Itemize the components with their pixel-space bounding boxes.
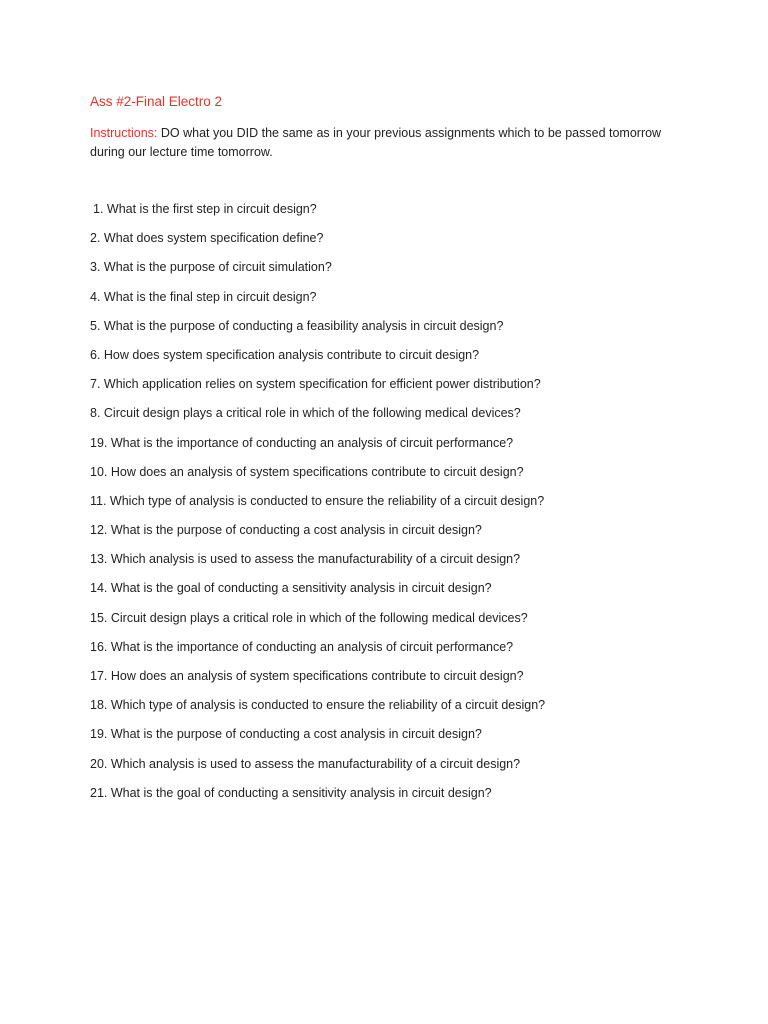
question-item: 14. What is the goal of conducting a sensitivity analysis in circuit design?: [90, 581, 492, 596]
instructions-label: Instructions:: [90, 126, 158, 140]
question-item: 19. What is the importance of conducting an analysis of circuit performance?: [90, 435, 514, 450]
document-title: Ass #2-Final Electro 2: [90, 94, 223, 109]
question-item: 5. What is the purpose of conducting a feasibility analysis in circuit design?: [90, 318, 504, 333]
question-item: 2. What does system specification define?: [90, 231, 324, 246]
question-item: 15. Circuit design plays a critical role in which of the following medical devices?: [90, 610, 528, 625]
question-item: 16. What is the importance of conducting an analysis of circuit performance?: [90, 639, 514, 654]
question-item: 17. How does an analysis of system specifications contribute to circuit design?: [90, 669, 524, 683]
question-item: 21. What is the goal of conducting a sensitivity analysis in circuit design?: [90, 785, 492, 800]
question-item: 13. Which analysis is used to assess the manufacturability of a circuit design?: [90, 552, 521, 567]
question-item: 7. Which application relies on system specification for efficient power distribution?: [90, 377, 541, 392]
question-item: 4. What is the final step in circuit design?: [90, 289, 317, 304]
question-item: 18. Which type of analysis is conducted to ensure the reliability of a circuit design?: [90, 698, 546, 713]
question-item: 3. What is the purpose of circuit simulation?: [90, 260, 332, 275]
question-item: 12. What is the purpose of conducting a cost analysis in circuit design?: [90, 523, 482, 538]
question-item: 19. What is the purpose of conducting a cost analysis in circuit design?: [90, 727, 482, 742]
question-item: 6. How does system specification analysis contribute to circuit design?: [90, 347, 480, 362]
question-item: 10. How does an analysis of system specifications contribute to circuit design?: [90, 464, 524, 479]
instructions-paragraph: [90, 124, 690, 162]
question-item: 20. Which analysis is used to assess the manufacturability of a circuit design?: [90, 756, 521, 771]
question-list: [90, 200, 730, 813]
question-item: 8. Circuit design plays a critical role in which of the following medical devices?: [90, 406, 521, 421]
question-item: 1. What is the first step in circuit design?: [93, 202, 317, 216]
question-item: 11. Which type of analysis is conducted to ensure the reliability of a circuit design?: [90, 493, 545, 508]
instructions-text: DO what you DID the same as in your previous assignments which to be passed tomorrow during our lecture time tomorrow.: [90, 126, 662, 159]
